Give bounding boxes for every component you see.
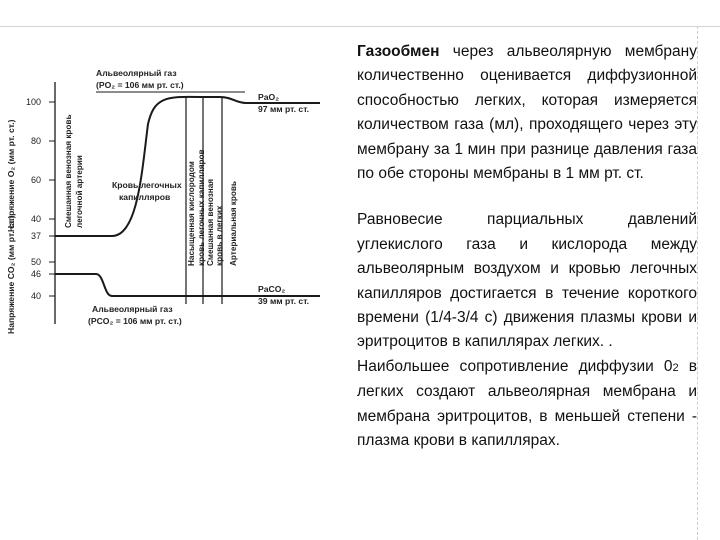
pao2-label: PaO₂ — [258, 92, 280, 102]
co2-axis-title: Напряжение CO₂ (мм рт. ст.) — [6, 215, 16, 334]
paco2-label: PaCO₂ — [258, 284, 286, 294]
capillary-label-1: Кровь легочных — [112, 180, 182, 190]
gas-exchange-diagram — [0, 60, 320, 350]
alveolar-co2-label: Альвеолярный газ — [92, 304, 173, 314]
pao2-value: 97 мм рт. ст. — [258, 104, 310, 114]
o2-tick-40: 40 — [31, 214, 42, 224]
paco2-value: 39 мм рт. ст. — [258, 296, 310, 306]
o2-tick-100: 100 — [26, 97, 42, 107]
o2-tick-37: 37 — [31, 231, 42, 241]
alveolar-co2-value: (PCO₂ = 106 мм рт. ст.) — [88, 316, 182, 326]
mixed-arterial-label-2: кровь в легких — [215, 205, 224, 266]
alveolar-o2-value: (PO₂ = 106 мм рт. ст.) — [96, 80, 184, 90]
body-text — [321, 40, 697, 454]
paragraph-1 — [321, 40, 697, 186]
co2-tick-40: 40 — [31, 291, 42, 301]
paragraph-3-start: Наибольшее сопротивление диффузии 0 — [357, 357, 673, 375]
mixed-venous-label-2: легочной артерии — [75, 155, 84, 228]
paragraph-1-lead: Газообмен — [357, 43, 440, 60]
o2-tick-60: 60 — [31, 175, 42, 185]
o2-ticks — [26, 97, 55, 241]
o2-tick-80: 80 — [31, 136, 42, 146]
co2-tick-50: 50 — [31, 257, 42, 267]
o2-subscript: 2 — [672, 361, 679, 374]
top-rule — [0, 26, 720, 27]
arterial-label: Артериальная кровь — [229, 181, 238, 266]
saturated-label-2: кровь легочных капилляров — [197, 149, 206, 266]
right-dashed-rule — [697, 26, 698, 540]
mixed-arterial-label-1: Смешанная венозная — [206, 178, 215, 266]
mixed-venous-label-1: Смешанная венозная кровь — [64, 114, 73, 228]
paragraph-2: Равновесие парциальных давлений углекислого газа и кислорода между альвеолярным воздухом и кровью легочных капилляров достигается в течение короткого времени (1/4-3/4 с) движения плазмы крови и эритроцитов в капиллярах легких. . — [357, 211, 697, 351]
paragraph-3-end: в легких создают альвеолярная мембрана и мембрана эритроцитов, в меньшей степени - плазма крови в капиллярах. — [357, 357, 697, 450]
co2-tick-46: 46 — [31, 269, 42, 279]
co2-ticks — [31, 257, 55, 301]
paragraph-1-body: через альвеолярную мембрану количественно оценивается диффузионной способностью легких, которая измеряется количеством газа (мл), проходящего через эту мембрану за 1 мин при разнице давления газа по обе стороны мембраны в 1 мм рт. ст. — [357, 43, 697, 183]
capillary-label-2: капилляров — [119, 192, 171, 202]
saturated-label-1: Насыщенная кислородом — [187, 161, 196, 266]
alveolar-o2-label: Альвеолярный газ — [96, 68, 177, 78]
o2-axis-title: Напряжение O₂ (мм рт. ст.) — [6, 119, 16, 232]
paragraph-3 — [321, 355, 697, 454]
